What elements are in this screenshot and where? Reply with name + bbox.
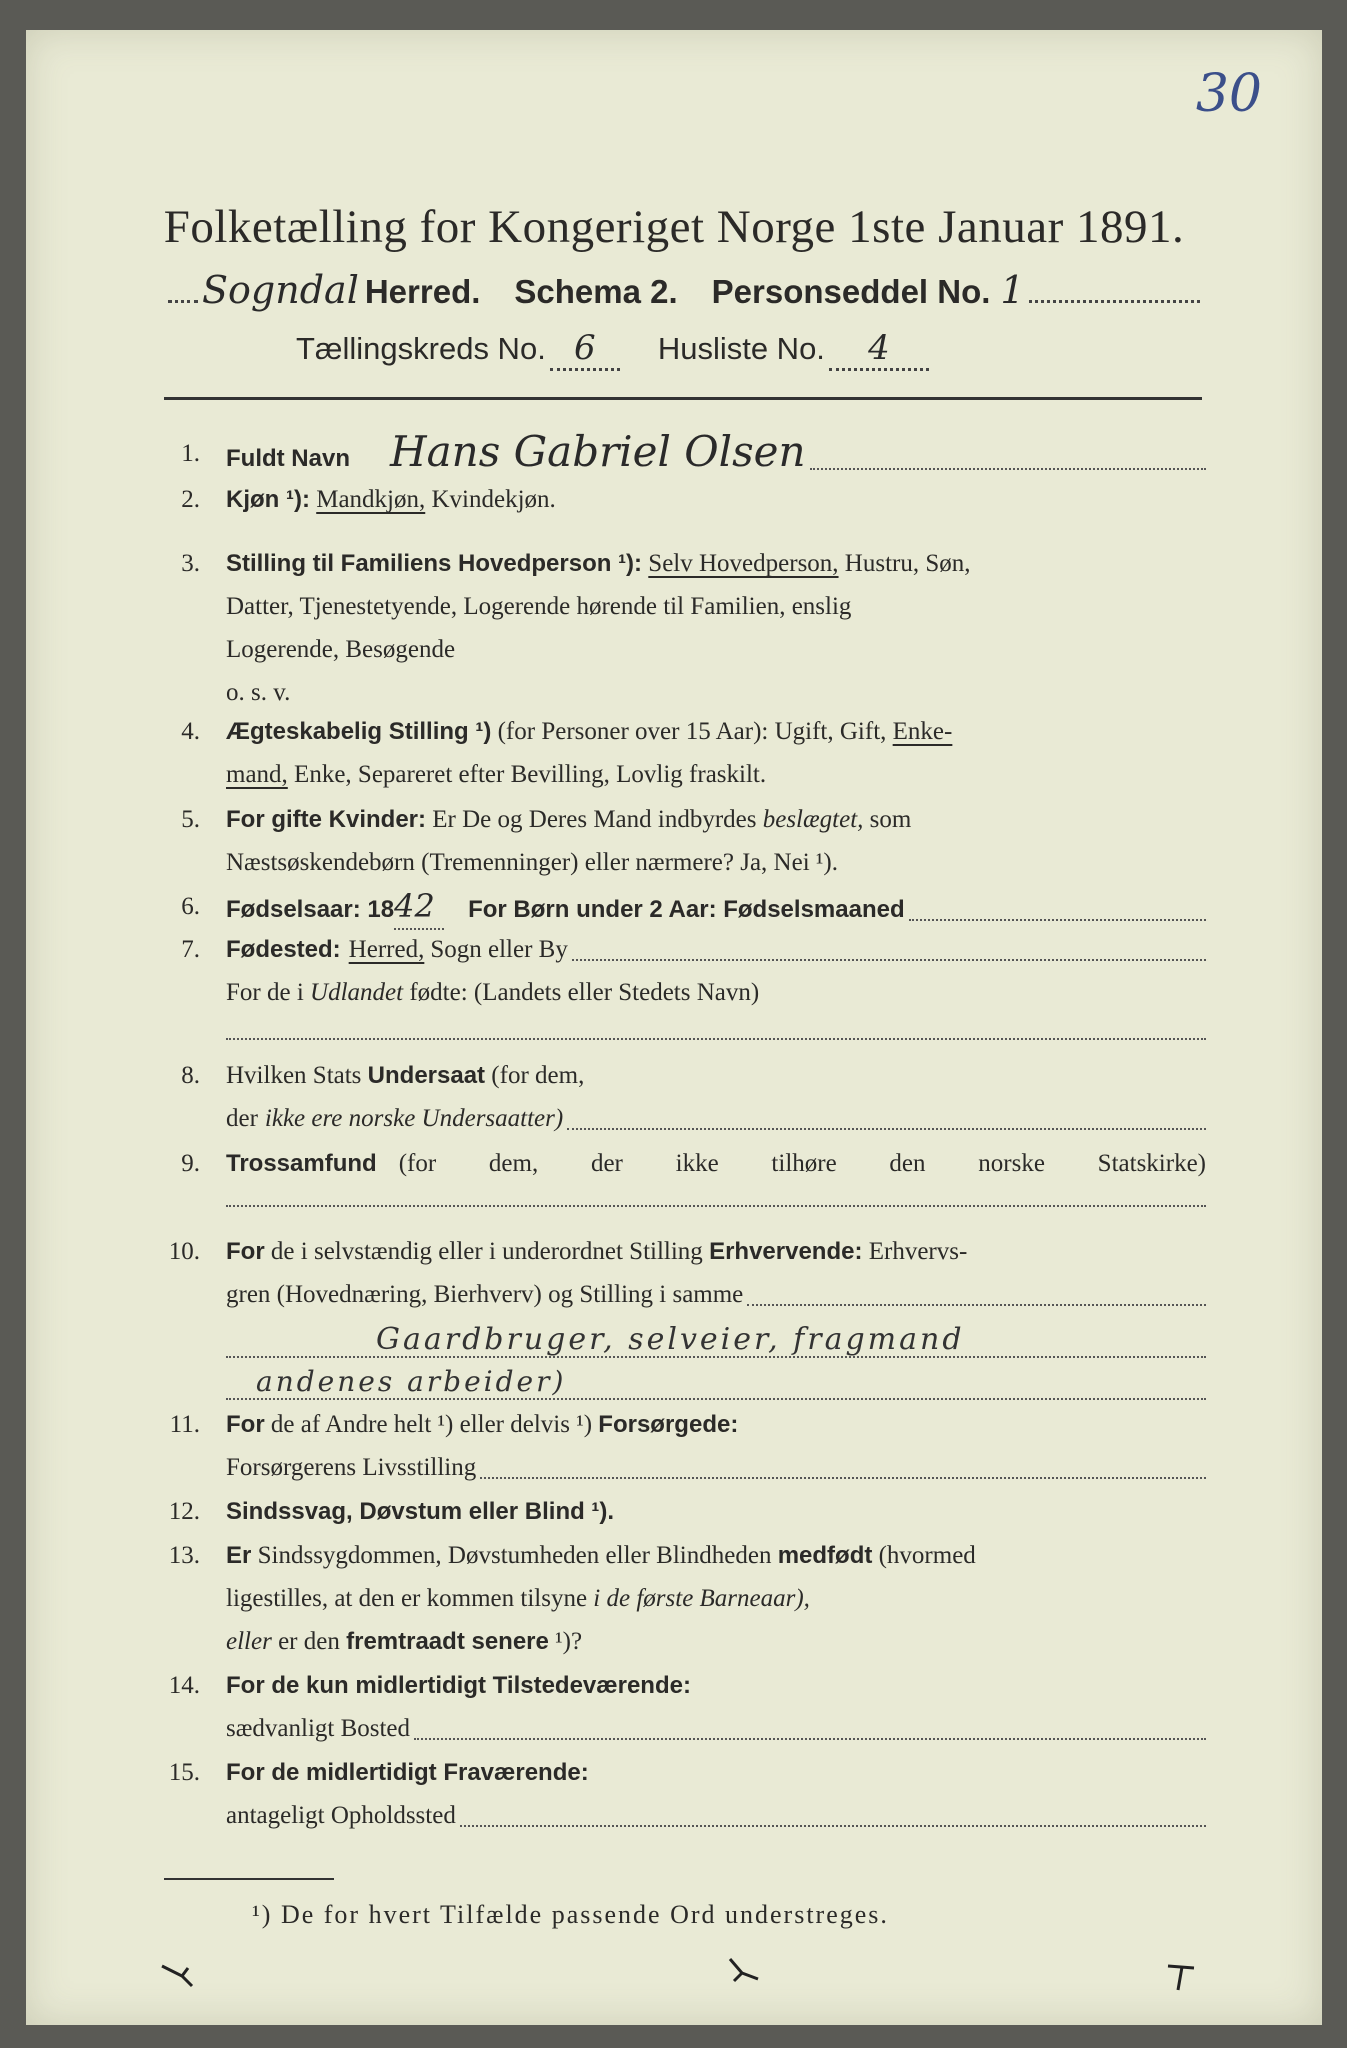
question-text: er den: [278, 1628, 340, 1655]
question-label: Er: [226, 1542, 252, 1569]
registration-mark: [724, 1955, 764, 1985]
question-label: medfødt: [777, 1542, 873, 1569]
question-number: 3.: [181, 550, 200, 577]
question-number: 4.: [181, 718, 200, 745]
position-option-selected: Selv Hovedperson,: [648, 550, 839, 577]
birthplace-option-selected: Herred,: [348, 936, 425, 963]
question-text: beslægtet,: [762, 806, 864, 833]
question-number: 12.: [168, 1498, 200, 1525]
question-number: 14.: [168, 1672, 200, 1699]
dot-leader: [460, 1825, 1206, 1827]
question-text-line2: Næstsøskendebørn (Tremenninger) eller nærmere? Ja, Nei ¹).: [226, 849, 838, 876]
question-text: Hvilken Stats: [226, 1062, 362, 1089]
form-title: Folketælling for Kongeriget Norge 1ste Januar 1891.: [163, 201, 1185, 253]
question-text: Sindssygdommen, Døvstumheden eller Blindheden: [257, 1542, 772, 1569]
dot-leader: [747, 1304, 1206, 1306]
position-options-line2: Datter, Tjenestetyende, Logerende hørende til Familien, enslig: [226, 593, 852, 620]
question-text: fødte: (Landets eller Stedets Navn): [409, 979, 760, 1006]
schema-label: Schema 2.: [514, 273, 678, 310]
birth-month-label: For Børn under 2 Aar: Fødselsmaaned: [468, 896, 905, 923]
dot-leader: [414, 1738, 1206, 1740]
question-label: fremtraadt senere: [346, 1628, 549, 1655]
occupation-answer: Gaardbruger, selveier, fragmand: [376, 1322, 965, 1357]
position-options-line4: o. s. v.: [226, 679, 291, 706]
question-text: Forsørgerens Livsstilling: [226, 1454, 477, 1481]
question-label: For de midlertidigt Fraværende:: [226, 1759, 589, 1786]
question-text: antageligt Opholdssted: [226, 1802, 456, 1829]
footnote-divider: [164, 1878, 334, 1880]
question-number: 15.: [168, 1759, 200, 1786]
question-number: 9.: [181, 1150, 200, 1177]
question-number: 10.: [168, 1238, 200, 1265]
position-options: Hustru, Søn,: [844, 550, 971, 577]
question-text: de i selvstændig eller i underordnet Stilling: [270, 1238, 703, 1265]
registration-mark: [1164, 1960, 1204, 1994]
dot-leader: [1029, 300, 1200, 303]
birthplace-options: Sogn eller By: [430, 936, 568, 963]
position-options-line3: Logerende, Besøgende: [226, 636, 456, 663]
question-number: 13.: [168, 1542, 200, 1569]
question-label: For de kun midlertidigt Tilstedeværende:: [226, 1672, 691, 1699]
question-label: Fuldt Navn: [226, 445, 350, 472]
question-text: Er De og Deres Mand indbyrdes: [432, 806, 757, 833]
dot-leader: [168, 300, 198, 303]
dot-leader: [572, 959, 1206, 961]
gender-option-selected: Mandkjøn,: [316, 486, 426, 513]
header-divider: [164, 397, 1202, 400]
question-label: For: [226, 1238, 265, 1265]
question-label: Stilling til Familiens Hovedperson ¹):: [226, 550, 643, 577]
question-text: (for dem, der ikke tilhøre den norske Statskirke): [398, 1150, 1206, 1177]
occupation-answer-line-1: [226, 1316, 1206, 1358]
question-text: gren (Hovednæring, Bierhverv) og Stilling i samme: [226, 1281, 744, 1308]
question-label: Fødselsaar: 18: [226, 896, 395, 923]
page-number: 30: [1195, 64, 1262, 124]
question-label: Ægteskabelig Stilling ¹): [226, 718, 492, 745]
question-text: sædvanligt Bosted: [226, 1715, 411, 1742]
question-text: Erhvervs-: [868, 1238, 968, 1265]
kreds-label: Tællingskreds No.: [296, 331, 546, 366]
marital-options-line2: Enke, Separeret efter Bevilling, Lovlig fraskilt.: [294, 761, 767, 788]
question-text: de af Andre helt ¹) eller delvis ¹): [270, 1411, 593, 1438]
husliste-label: Husliste No.: [657, 331, 825, 366]
kreds-value: 6: [550, 328, 620, 371]
occupation-answer-cont: andenes arbeider): [256, 1365, 567, 1398]
question-label: Undersaat: [367, 1062, 486, 1089]
question-number: 5.: [181, 806, 200, 833]
question-text: eller: [226, 1628, 272, 1655]
marital-option-selected-cont: mand,: [226, 761, 288, 788]
dot-leader: [810, 468, 1206, 470]
question-label: Kjøn ¹):: [226, 486, 310, 513]
question-number: 6.: [181, 893, 200, 920]
birth-year-answer: 42: [394, 885, 444, 930]
marital-option-selected: Enke-: [892, 718, 953, 745]
question-number: 11.: [169, 1411, 200, 1438]
marital-options: (for Personer over 15 Aar): Ugift, Gift,: [497, 718, 887, 745]
question-label: Sindssvag, Døvstum eller Blind ¹).: [226, 1498, 615, 1525]
herred-value: Sogndal: [202, 268, 359, 312]
question-text: ikke ere norske Undersaatter): [264, 1105, 564, 1132]
footnote: ¹) De for hvert Tilfælde passende Ord understreges.: [252, 1900, 889, 1929]
question-text: (hvormed: [878, 1542, 976, 1569]
question-number: 7.: [181, 936, 200, 963]
registration-mark: [158, 1960, 198, 1990]
dot-leader: [480, 1477, 1206, 1479]
question-text: som: [869, 806, 912, 833]
question-number: 8.: [181, 1062, 200, 1089]
full-name-answer: Hans Gabriel Olsen: [390, 427, 806, 476]
question-label: For gifte Kvinder:: [226, 806, 427, 833]
census-form-sheet: [26, 30, 1322, 2025]
dot-leader: [567, 1128, 1206, 1130]
answer-line-empty: [226, 1014, 1206, 1040]
question-text: i de første Barneaar),: [593, 1585, 810, 1612]
occupation-answer-line-2: [226, 1358, 1206, 1400]
question-text: ¹)?: [555, 1628, 583, 1655]
question-label: Erhvervende:: [709, 1238, 863, 1265]
question-label: Trossamfund: [226, 1150, 377, 1177]
personseddel-label: Personseddel No.: [711, 273, 991, 310]
answer-line-empty: [226, 1185, 1206, 1207]
dot-leader: [909, 919, 1206, 921]
personseddel-value: 1: [1000, 268, 1025, 312]
herred-label: Herred.: [364, 273, 481, 310]
question-label: For: [226, 1411, 265, 1438]
question-label: Forsørgede:: [598, 1411, 739, 1438]
question-text: der: [226, 1105, 258, 1132]
header-line-kreds: [296, 328, 933, 371]
question-text: ligestilles, at den er kommen tilsyne: [226, 1585, 588, 1612]
question-text: Udlandet: [310, 979, 404, 1006]
gender-option: Kvindekjøn.: [431, 486, 556, 513]
question-number: 1.: [181, 440, 200, 467]
husliste-value: 4: [829, 328, 929, 371]
question-number: 2.: [181, 486, 200, 513]
question-text: For de i: [226, 979, 304, 1006]
header-line-herred: [164, 268, 1204, 312]
question-label: Fødested:: [226, 936, 341, 963]
question-text: (for dem,: [491, 1062, 585, 1089]
